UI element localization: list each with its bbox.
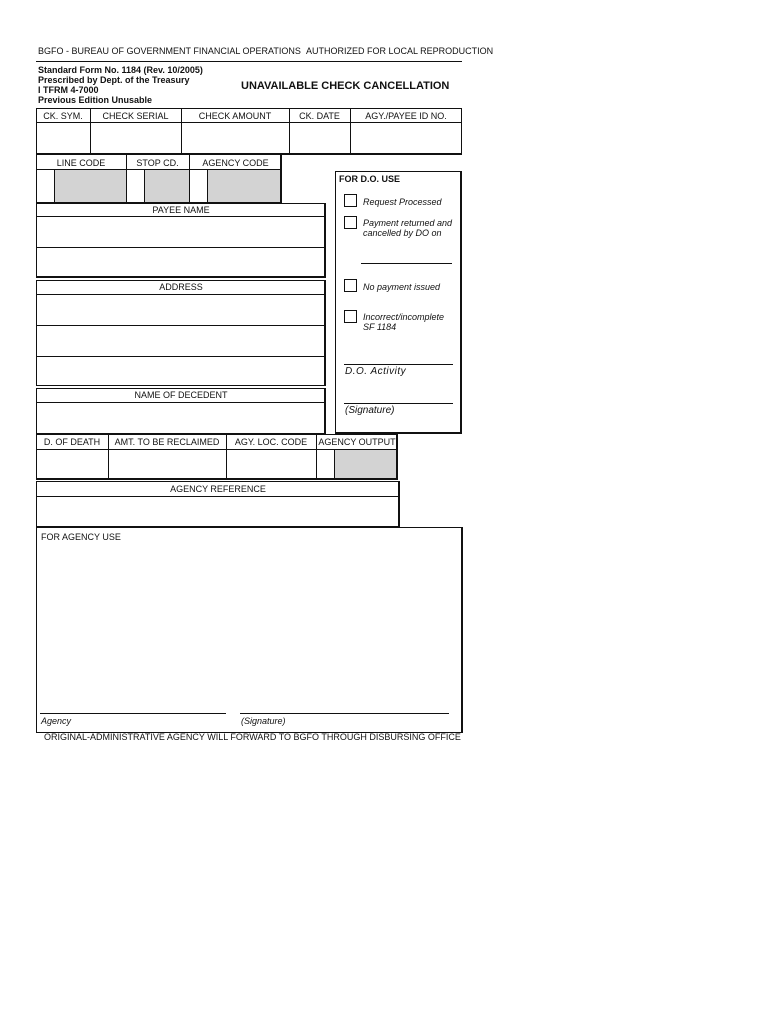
agency-reference-field[interactable]: [37, 497, 398, 526]
address-field-2[interactable]: [37, 326, 324, 356]
request-processed-label: Request Processed: [363, 197, 442, 207]
form-id-block: [38, 65, 203, 105]
agency-output-shaded: [335, 450, 396, 478]
payee-name-field-1[interactable]: [37, 217, 324, 247]
form-edition: Previous Edition Unusable: [38, 95, 153, 105]
stop-cd-field[interactable]: [127, 170, 144, 202]
form-title: UNAVAILABLE CHECK CANCELLATION: [241, 80, 450, 92]
ck-sym-field[interactable]: [37, 123, 90, 154]
agency-use-label: FOR AGENCY USE: [41, 532, 121, 542]
agency-use-field[interactable]: [38, 545, 460, 685]
form-number: Standard Form No. 1184 (Rev. 10/2005): [38, 65, 203, 75]
footer-note: ORIGINAL-ADMINISTRATIVE AGENCY WILL FORWARD TO BGFO THROUGH DISBURSING OFFICE: [44, 732, 461, 742]
do-signature-line: [344, 403, 453, 404]
do-signature-caption: (Signature): [345, 405, 395, 416]
payment-returned-line-1: Payment returned and: [363, 218, 453, 228]
agency-output-field[interactable]: [317, 450, 334, 478]
do-date-line: [361, 263, 452, 264]
no-payment-label: No payment issued: [363, 282, 441, 292]
check-amount-label: CHECK AMOUNT: [198, 111, 272, 121]
do-activity-caption: D.O. Activity: [345, 366, 407, 377]
address-field-3[interactable]: [37, 357, 324, 385]
request-processed-checkbox[interactable]: [344, 194, 357, 207]
payee-name-label: PAYEE NAME: [152, 205, 210, 215]
decedent-field[interactable]: [37, 403, 324, 433]
agency-code-field[interactable]: [190, 170, 207, 202]
ck-date-label: CK. DATE: [299, 111, 340, 121]
payment-returned-label: [363, 218, 452, 238]
form-prescribed: Prescribed by Dept. of the Treasury: [38, 75, 190, 85]
do-date-input[interactable]: [361, 247, 452, 263]
do-use-title: FOR D.O. USE: [339, 174, 401, 184]
ck-date-field[interactable]: [290, 123, 350, 154]
agency-output-label: AGENCY OUTPUT: [318, 437, 396, 447]
line-code-field[interactable]: [37, 170, 54, 202]
amt-reclaimed-field[interactable]: [109, 450, 226, 478]
check-amount-field[interactable]: [182, 123, 289, 154]
agency-code-label: AGENCY CODE: [202, 158, 269, 168]
agency-signature-line: [240, 713, 449, 714]
incorrect-checkbox[interactable]: [344, 310, 357, 323]
address-label: ADDRESS: [159, 282, 203, 292]
agency-signature-input[interactable]: [240, 696, 449, 713]
check-serial-field[interactable]: [91, 123, 181, 154]
agency-caption: Agency: [41, 716, 72, 726]
agency-signature-caption: (Signature): [241, 716, 286, 726]
d-of-death-field[interactable]: [37, 450, 108, 478]
agency-name-input[interactable]: [40, 696, 226, 713]
no-payment-checkbox[interactable]: [344, 279, 357, 292]
do-activity-line: [344, 364, 453, 365]
do-activity-input[interactable]: [344, 346, 453, 364]
incorrect-line-2: SF 1184: [363, 322, 397, 332]
payment-returned-line-2: cancelled by DO on: [363, 228, 442, 238]
check-serial-label: CHECK SERIAL: [102, 111, 169, 121]
incorrect-label: [363, 312, 444, 332]
reproduction-note: AUTHORIZED FOR LOCAL REPRODUCTION: [306, 46, 494, 56]
stop-cd-shaded: [145, 170, 189, 202]
payee-name-field-2[interactable]: [37, 248, 324, 277]
line-code-label: LINE CODE: [56, 158, 106, 168]
agy-loc-code-field[interactable]: [227, 450, 316, 478]
payment-returned-checkbox[interactable]: [344, 216, 357, 229]
header-rule: [36, 61, 462, 62]
incorrect-line-1: Incorrect/incomplete: [363, 312, 445, 322]
decedent-label: NAME OF DECEDENT: [134, 390, 228, 400]
form-tfrm: I TFRM 4-7000: [38, 85, 99, 95]
agency-sig-line: [40, 713, 226, 714]
stop-cd-label: STOP CD.: [136, 158, 179, 168]
ck-sym-label: CK. SYM.: [43, 111, 83, 121]
agy-loc-code-label: AGY. LOC. CODE: [234, 437, 308, 447]
line-code-shaded: [55, 170, 126, 202]
d-of-death-label: D. OF DEATH: [43, 437, 101, 447]
do-signature-input[interactable]: [344, 385, 453, 403]
agency-code-shaded: [208, 170, 280, 202]
address-field-1[interactable]: [37, 295, 324, 325]
bureau-header: BGFO - BUREAU OF GOVERNMENT FINANCIAL OPERATIONS: [38, 46, 301, 56]
agy-payee-label: AGY./PAYEE ID NO.: [365, 111, 447, 121]
amt-reclaimed-label: AMT. TO BE RECLAIMED: [114, 437, 220, 447]
agy-payee-field[interactable]: [351, 123, 461, 154]
agency-reference-label: AGENCY REFERENCE: [170, 484, 266, 494]
